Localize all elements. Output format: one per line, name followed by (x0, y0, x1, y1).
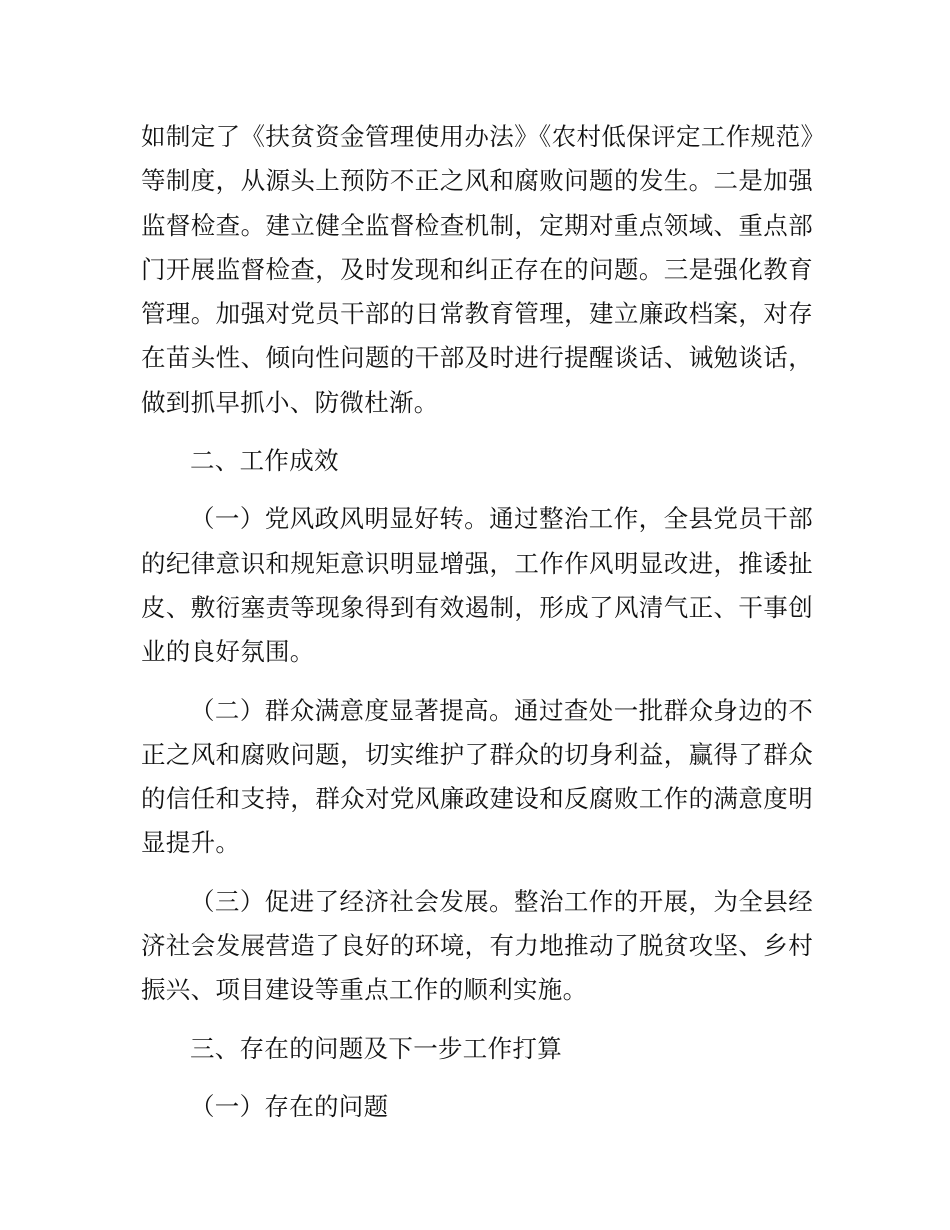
paragraph-gap (141, 1071, 813, 1085)
paragraph-gap (141, 675, 813, 689)
section-heading-results: 二、工作成效 (190, 446, 339, 476)
paragraph-gap (141, 483, 813, 497)
paragraph-result-1: （一）党风政风明显好转。通过整治工作，全县党员干部的纪律意识和规矩意识明显增强，工作作风明显改进，推诿扯皮、敷衍塞责等现象得到有效遏制，形成了风清气正、干事创业的良好氛围。 (141, 504, 813, 667)
document-body (141, 115, 813, 1129)
paragraph-gap (141, 425, 813, 439)
paragraph-gap (141, 1013, 813, 1027)
paragraph-gap (141, 866, 813, 880)
section-heading-problems: 三、存在的问题及下一步工作打算 (190, 1033, 562, 1063)
paragraph-result-2: （二）群众满意度显著提高。通过查处一批群众身边的不正之风和腐败问题，切实维护了群众的切身利益，赢得了群众的信任和支持，群众对党风廉政建设和反腐败工作的满意度明显提升。 (141, 695, 813, 858)
paragraph-result-3: （三）促进了经济社会发展。整治工作的开展，为全县经济社会发展营造了良好的环境，有力地推动了脱贫攻坚、乡村振兴、项目建设等重点工作的顺利实施。 (141, 886, 813, 1005)
subsection-heading-problems: （一）存在的问题 (190, 1091, 389, 1121)
paragraph-continuation: 如制定了《扶贫资金管理使用办法》《农村低保评定工作规范》等制度，从源头上预防不正之风和腐败问题的发生。二是加强监督检查。建立健全监督检查机制，定期对重点领域、重点部门开展监督检查，及时发现和纠正存在的问题。三是强化教育管理。加强对党员干部的日常教育管理，建立廉政档案，对存在苗头性、倾向性问题的干部及时进行提醒谈话、诫勉谈话，做到抓早抓小、防微杜渐。 (141, 122, 813, 417)
